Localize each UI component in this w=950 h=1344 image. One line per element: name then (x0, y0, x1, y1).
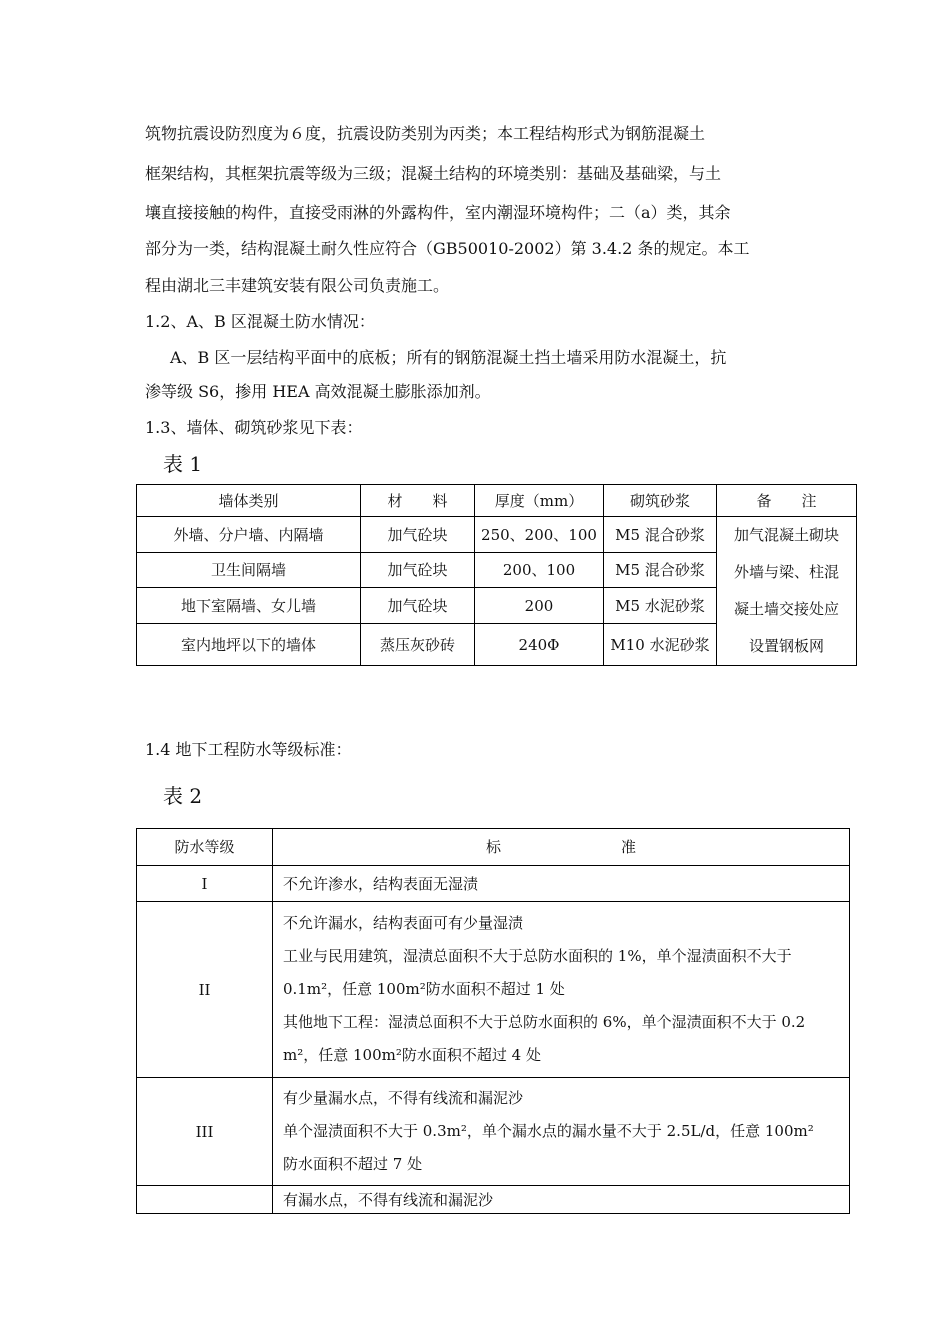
table-cell: 地下室隔墙、女儿墙 (137, 588, 361, 624)
header-cell: 防水等级 (137, 829, 273, 866)
header-cell: 备 注 (717, 485, 857, 517)
section-heading-1-2: 1.2、A、B 区混凝土防水情况： (145, 312, 375, 331)
paragraph-line: 筑物抗震设防烈度为６度，抗震设防类别为丙类；本工程结构形式为钢筋混凝土 (145, 124, 706, 143)
standard-line: 有少量漏水点，不得有线流和漏泥沙 (283, 1089, 524, 1107)
standard-line: 不允许漏水，结构表面可有少量湿渍 (283, 914, 524, 932)
remark-line: 设置钢板网 (748, 637, 824, 655)
table-row (137, 866, 850, 902)
paragraph-line: A、B 区一层结构平面中的底板；所有的钢筋混凝土挡土墙采用防水混凝土，抗 (170, 348, 727, 367)
section-heading-1-4: 1.4 地下工程防水等级标准： (145, 740, 352, 759)
table-cell: 加气砼块 (361, 517, 475, 553)
remark-line: 外墙与梁、柱混 (733, 563, 839, 581)
standard-line: 单个湿渍面积不大于 0.3m²，单个漏水点的漏水量不大于 2.5L/d，任意 100m² (283, 1122, 814, 1140)
table-header-row (137, 485, 857, 517)
table-header-row (137, 829, 850, 866)
table-cell: 卫生间隔墙 (137, 553, 361, 588)
standard-cell (273, 1078, 850, 1186)
grade-cell: I (137, 866, 273, 902)
table-cell: M5 混合砂浆 (604, 517, 717, 553)
paragraph-line: 程由湖北三丰建筑安装有限公司负责施工。 (145, 276, 450, 295)
standard-line: 0.1m²，任意 100m²防水面积不超过 1 处 (283, 980, 565, 998)
standard-line: 工业与民用建筑，湿渍总面积不大于总防水面积的 1%，单个湿渍面积不大于 (283, 947, 792, 965)
paragraph-line: 框架结构，其框架抗震等级为三级；混凝土结构的环境类别：基础及基础梁，与土 (145, 164, 722, 183)
table-row (137, 1186, 850, 1214)
table-cell: 外墙、分户墙、内隔墙 (137, 517, 361, 553)
table-cell: M5 混合砂浆 (604, 553, 717, 588)
table-1-title: 表 1 (163, 452, 203, 476)
table-cell: 250、200、100 (475, 517, 604, 553)
paragraph-line: 壤直接接触的构件，直接受雨淋的外露构件，室内潮湿环境构件；二（a）类，其余 (145, 203, 731, 222)
header-cell: 砌筑砂浆 (604, 485, 717, 517)
remark-cell (717, 517, 857, 666)
table-row (137, 517, 857, 553)
grade-cell: III (137, 1078, 273, 1186)
table-row (137, 902, 850, 1078)
remark-line: 加气混凝土砌块 (733, 526, 839, 544)
header-cell: 材 料 (361, 485, 475, 517)
standard-cell: 有漏水点，不得有线流和漏泥沙 (273, 1186, 850, 1214)
table-cell: 蒸压灰砂砖 (361, 624, 475, 666)
standard-cell (273, 902, 850, 1078)
table-cell: 240Φ (475, 624, 604, 666)
table-cell: 200 (475, 588, 604, 624)
standard-line: 其他地下工程：湿渍总面积不大于总防水面积的 6%，单个湿渍面积不大于 0.2 (283, 1013, 806, 1031)
standard-line: 防水面积不超过 7 处 (283, 1155, 423, 1173)
standard-cell: 不允许渗水，结构表面无湿渍 (273, 866, 850, 902)
header-cell: 厚度（mm） (475, 485, 604, 517)
header-cell: 标 准 (273, 829, 850, 866)
table-cell: 室内地坪以下的墙体 (137, 624, 361, 666)
remark-line: 凝土墙交接处应 (733, 600, 839, 618)
table-cell: M5 水泥砂浆 (604, 588, 717, 624)
paragraph-line: 部分为一类，结构混凝土耐久性应符合（GB50010-2002）第 3.4.2 条的规定。本工 (145, 239, 750, 258)
paragraph-line: 渗等级 S6，掺用 HEA 高效混凝土膨胀添加剂。 (145, 382, 491, 401)
table-cell: 加气砼块 (361, 553, 475, 588)
section-heading-1-3: 1.3、墙体、砌筑砂浆见下表： (145, 418, 363, 437)
grade-cell: II (137, 902, 273, 1078)
grade-cell (137, 1186, 273, 1214)
wall-mortar-table (136, 484, 857, 666)
table-2-title: 表 2 (163, 784, 203, 808)
table-cell: M10 水泥砂浆 (604, 624, 717, 666)
table-cell: 200、100 (475, 553, 604, 588)
table-row (137, 1078, 850, 1186)
waterproof-grade-table (136, 828, 850, 1214)
standard-line: m²，任意 100m²防水面积不超过 4 处 (283, 1046, 541, 1064)
header-cell: 墙体类别 (137, 485, 361, 517)
table-cell: 加气砼块 (361, 588, 475, 624)
